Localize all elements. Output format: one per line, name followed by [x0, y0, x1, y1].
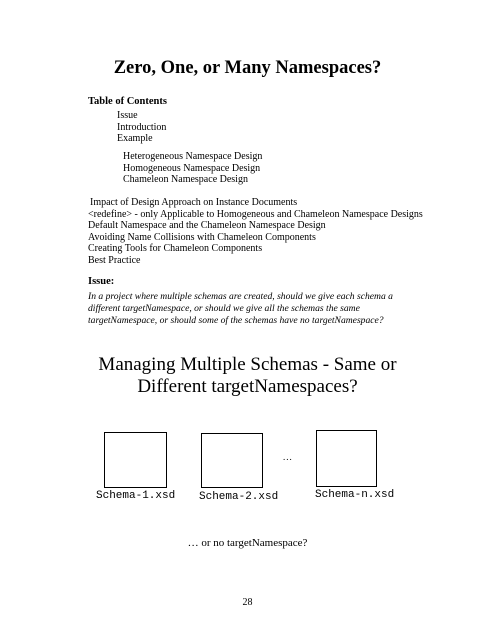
slide-title-line-2: Different targetNamespaces?	[137, 376, 358, 397]
toc-item-redefine: <redefine> - only Applicable to Homogeneous and Chameleon Namespace Designs	[88, 208, 423, 220]
schema-n-label: Schema-n.xsd	[315, 489, 395, 501]
page-title: Zero, One, or Many Namespaces?	[113, 58, 382, 78]
ellipsis: ...	[283, 452, 293, 462]
schema-1-box	[104, 432, 167, 488]
toc-item-introduction: Introduction	[117, 121, 167, 133]
toc-item-creating-tools: Creating Tools for Chameleon Components	[88, 243, 263, 255]
toc-item-impact: Impact of Design Approach on Instance Documents	[90, 197, 298, 208]
toc-group-2	[123, 151, 262, 186]
toc-heading: Table of Contents	[88, 96, 167, 107]
issue-text: In a project where multiple schemas are created, should we give each schema a different targetNamespace, or should we give all the schemas the same targetNamespace, or should some of the schemas have no targetNamespace?	[88, 291, 393, 327]
toc-group-1	[117, 110, 166, 145]
toc-item-issue: Issue	[117, 110, 138, 121]
slide-footer-note: … or no targetNamespace?	[187, 537, 308, 549]
schema-1-label: Schema-1.xsd	[96, 490, 176, 502]
schema-2-label: Schema-2.xsd	[199, 491, 279, 503]
slide-title	[0, 354, 495, 398]
toc-item-homogeneous: Homogeneous Namespace Design	[123, 162, 261, 174]
slide-title-line-1: Managing Multiple Schemas - Same or	[98, 354, 397, 375]
schema-2-box	[201, 433, 263, 488]
toc-item-heterogeneous: Heterogeneous Namespace Design	[123, 151, 263, 162]
issue-heading: Issue:	[88, 276, 115, 287]
toc-item-best-practice: Best Practice	[88, 254, 141, 266]
toc-item-chameleon: Chameleon Namespace Design	[123, 174, 248, 186]
page-number: 28	[242, 597, 253, 608]
toc-group-3	[88, 197, 423, 267]
toc-item-example: Example	[117, 133, 153, 145]
schema-n-box	[316, 430, 377, 487]
toc-item-name-collisions: Avoiding Name Collisions with Chameleon Components	[88, 231, 316, 243]
toc-item-default-namespace: Default Namespace and the Chameleon Namespace Design	[88, 220, 326, 232]
